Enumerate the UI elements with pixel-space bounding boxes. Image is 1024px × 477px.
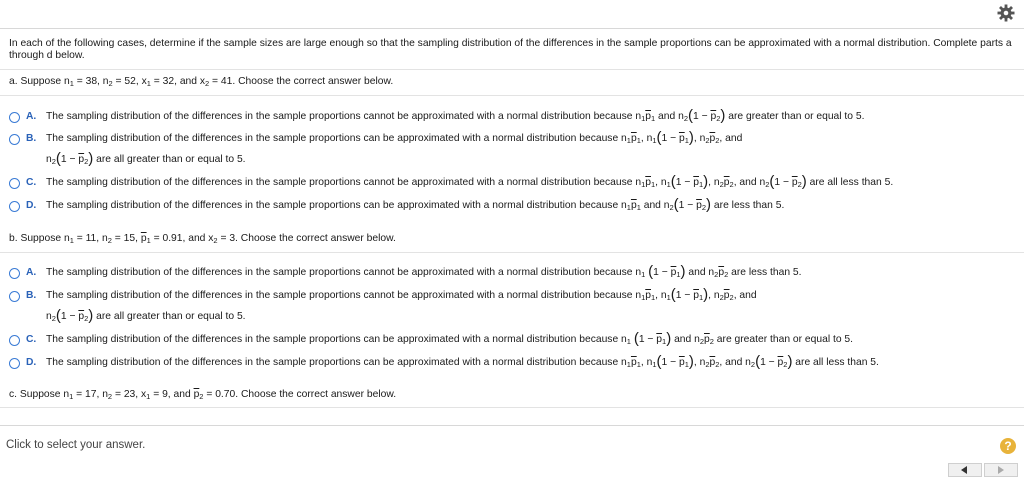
option-letter: C. — [26, 334, 37, 345]
part-c-question: c. Suppose $n_1 = 17$, $n_2 = 23$, $x_1 = 9$, and $\overline{p}_2 = 0.70$. Choose the correct answer below. — [9, 389, 397, 401]
separator — [0, 252, 1024, 253]
radio-button[interactable] — [9, 178, 20, 189]
option-text: The sampling distribution of the differences in the sample proportions can be approximated with a normal distribution because $n_1\overline{p}_1$, $n_1(1 - \overline{p}_1)$, $n_2\overline{p}_2$, and — [46, 129, 743, 146]
radio-button[interactable] — [9, 358, 20, 369]
radio-button[interactable] — [9, 291, 20, 302]
radio-button[interactable] — [9, 201, 20, 212]
status-text: Click to select your answer. — [6, 439, 146, 451]
separator — [0, 69, 1024, 70]
radio-button[interactable] — [9, 134, 20, 145]
option-letter: B. — [26, 290, 37, 301]
option-letter: D. — [26, 357, 37, 368]
option-text: The sampling distribution of the differences in the sample proportions cannot be approximated with a normal distribution because $n_1\overline{p}_1$, $n_1(1 - \overline{p}_1)$, $n_2\overline{p}_2$, and $n_2(1 - \overline{p}_2)$ are all less than 5. — [46, 173, 894, 190]
navigation-buttons — [948, 463, 1018, 477]
arrow-right-icon — [998, 466, 1004, 474]
part-b-option-b-continued: $n_2(1 - \overline{p}_2)$ are all greater than or equal to 5. — [46, 307, 246, 324]
option-letter: A. — [26, 111, 37, 122]
footer-bar — [0, 425, 1024, 477]
part-a-option-b-continued: $n_2(1 - \overline{p}_2)$ are all greater than or equal to 5. — [46, 150, 246, 167]
option-text: The sampling distribution of the differences in the sample proportions cannot be approximated with a normal distribution because $n_1\overline{p}_1$ and $n_2(1 - \overline{p}_2)$ are greater than or equal to 5. — [46, 107, 865, 124]
separator — [0, 95, 1024, 96]
option-text: The sampling distribution of the differences in the sample proportions cannot be approximated with a normal distribution because $n_1\overline{p}_1$, $n_1(1 - \overline{p}_1)$, $n_2\overline{p}_2$, and — [46, 286, 757, 303]
top-toolbar — [0, 0, 1024, 29]
radio-button[interactable] — [9, 268, 20, 279]
radio-button[interactable] — [9, 112, 20, 123]
arrow-left-icon — [961, 466, 967, 474]
option-letter: A. — [26, 267, 37, 278]
next-button[interactable] — [984, 463, 1018, 477]
option-letter: D. — [26, 200, 37, 211]
help-icon[interactable]: ? — [1000, 438, 1016, 454]
part-a-question: a. Suppose $n_1 = 38$, $n_2 = 52$, $x_1 = 32$, and $x_2 = 41$. Choose the correct answer below. — [9, 76, 394, 88]
instructions — [9, 38, 1014, 62]
previous-button[interactable] — [948, 463, 982, 477]
radio-button[interactable] — [9, 335, 20, 346]
intro-text: In each of the following cases, determine if the sample sizes are large enough so that the sampling distribution of the differences in the sample proportions can be approximated with a normal distribution. Complete parts a through d below. — [9, 38, 1012, 61]
option-letter: B. — [26, 133, 37, 144]
option-text: The sampling distribution of the differences in the sample proportions can be approximated with a normal distribution because $n_1$ $(1 - \overline{p}_1)$ and $n_2\overline{p}_2$ are greater than or equal to 5. — [46, 330, 854, 347]
gear-icon[interactable] — [996, 3, 1016, 23]
option-text: The sampling distribution of the differences in the sample proportions can be approximated with a normal distribution because $n_1\overline{p}_1$, $n_1(1 - \overline{p}_1)$, $n_2\overline{p}_2$, and $n_2(1 - \overline{p}_2)$ are all less than 5. — [46, 353, 879, 370]
part-b-question: b. Suppose $n_1 = 11$, $n_2 = 15$, $\overline{p}_1 = 0.91$, and $x_2 = 3$. Choose the correct answer below. — [9, 233, 396, 245]
option-letter: C. — [26, 177, 37, 188]
option-text: The sampling distribution of the differences in the sample proportions can be approximated with a normal distribution because $n_1\overline{p}_1$ and $n_2(1 - \overline{p}_2)$ are less than 5. — [46, 196, 785, 213]
option-text: The sampling distribution of the differences in the sample proportions cannot be approximated with a normal distribution because $n_1$ $(1 - \overline{p}_1)$ and $n_2\overline{p}_2$ are less than 5. — [46, 263, 802, 280]
separator — [0, 407, 1024, 408]
